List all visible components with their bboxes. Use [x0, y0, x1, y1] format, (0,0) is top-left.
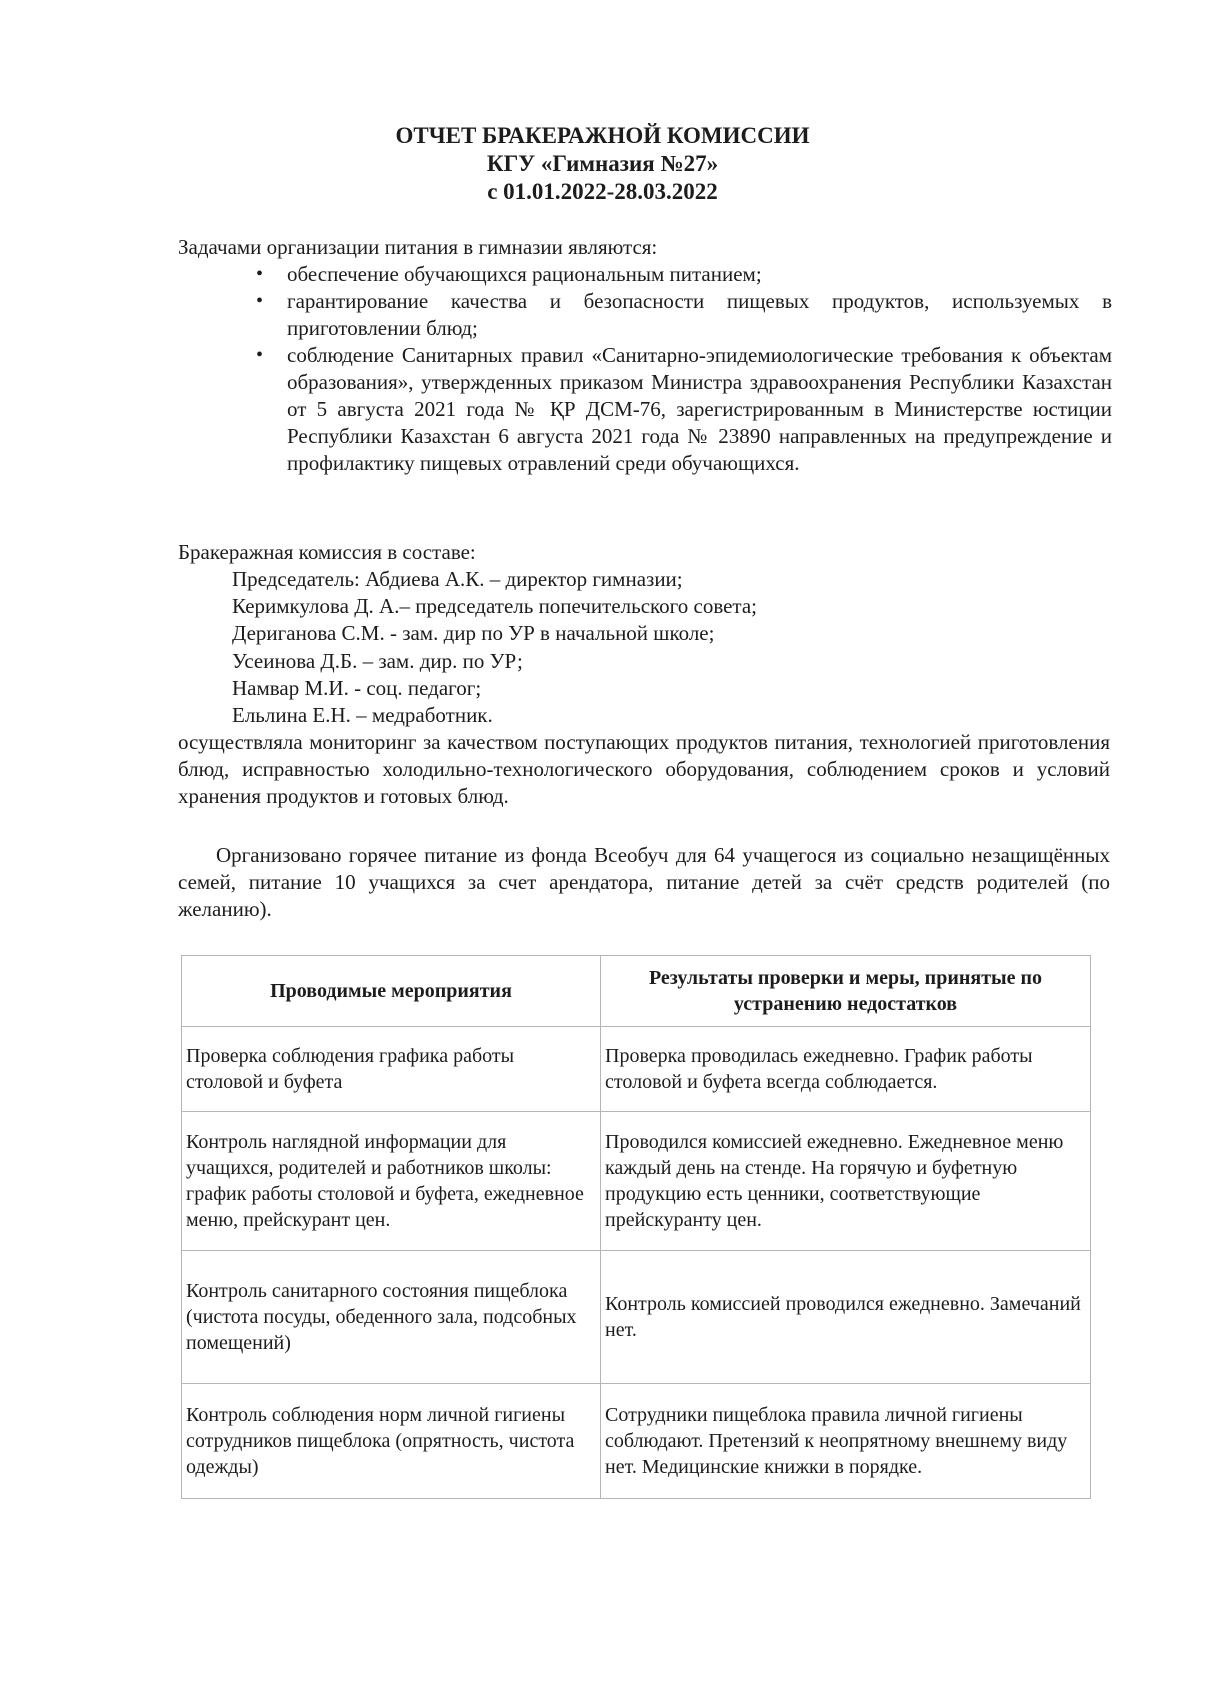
task-item: • обеспечение обучающихся рациональным питанием;: [246, 261, 1112, 288]
member-item: Дериганова С.М. - зам. дир по УР в начальной школе;: [232, 621, 715, 646]
member-item: Ельлина Е.Н. – медработник.: [232, 703, 493, 728]
table-row: [182, 1251, 1091, 1384]
table-row: [182, 1384, 1091, 1499]
table-row: [182, 1027, 1091, 1112]
commission-activity: осуществляла мониторинг за качеством поступающих продуктов питания, технологией приготовления блюд, исправностью холодильно-технологического оборудования, соблюдением сроков и условий хранения продуктов и готовых блюд.: [178, 730, 1110, 808]
result-cell: Проверка проводилась ежедневно. График работы столовой и буфета всегда соблюдается.: [601, 1027, 1091, 1112]
commission-intro: Бракеражная комиссия в составе:: [178, 540, 476, 564]
tasks-list: [246, 261, 1112, 477]
results-table: [181, 955, 1091, 1499]
result-cell: Сотрудники пищеблока правила личной гигиены соблюдают. Претензий к неопрятному внешнему виду нет. Медицинские книжки в порядке.: [601, 1384, 1091, 1499]
table-header-row: [182, 956, 1091, 1027]
tasks-intro: Задачами организации питания в гимназии являются:: [178, 235, 658, 259]
member-item: Керимкулова Д. А.– председатель попечительского совета;: [232, 594, 758, 619]
report-title: ОТЧЕТ БРАКЕРАЖНОЙ КОМИССИИ: [395, 123, 810, 148]
activity-cell: Контроль санитарного состояния пищеблока (чистота посуды, обеденного зала, подсобных помещений): [182, 1251, 601, 1384]
result-cell: Проводился комиссией ежедневно. Ежедневное меню каждый день на стенде. На горячую и буфетную продукцию есть ценники, соответствующие прейскуранту цен.: [601, 1112, 1091, 1251]
organization-name: КГУ «Гимназия №27»: [486, 151, 719, 176]
activity-cell: Контроль наглядной информации для учащихся, родителей и работников школы: график работы столовой и буфета, ежедневное меню, прейскурант цен.: [182, 1112, 601, 1251]
member-item: Председатель: Абдиева А.К. – директор гимназии;: [232, 567, 683, 591]
task-item: • соблюдение Санитарных правил «Санитарно-эпидемиологические требования к объектам образования», утвержденных приказом Министра здравоохранения Республики Казахстан от 5 августа 2021 года № ҚР ДСМ-76, зарегистрированным в Министерстве юстиции Республики Казахстан 6 августа 2021 года № 23890 направленных на предупреждение и профилактику пищевых отравлений среди обучающихся.: [246, 342, 1112, 477]
member-item: Усеинова Д.Б. – зам. дир. по УР;: [232, 648, 523, 673]
column-header-results: Результаты проверки и меры, принятые по устранению недостатков: [601, 956, 1091, 1027]
table-row: [182, 1112, 1091, 1251]
report-header: [0, 122, 1205, 206]
member-item: Намвар М.И. - соц. педагог;: [232, 675, 482, 700]
report-period: с 01.01.2022-28.03.2022: [487, 179, 718, 204]
task-item: • гарантирование качества и безопасности пищевых продуктов, используемых в приготовлении блюд;: [246, 288, 1112, 342]
column-header-activities: Проводимые мероприятия: [182, 956, 601, 1027]
commission-members: [232, 566, 757, 729]
activity-cell: Контроль соблюдения норм личной гигиены сотрудников пищеблока (опрятность, чистота одежды): [182, 1384, 601, 1499]
activity-cell: Проверка соблюдения графика работы столовой и буфета: [182, 1027, 601, 1112]
nutrition-paragraph: Организовано горячее питание из фонда Всеобуч для 64 учащегося из социально незащищённых семей, питание 10 учащихся за счет арендатора, питание детей за счёт средств родителей (по желанию).: [178, 843, 1110, 921]
result-cell: Контроль комиссией проводился ежедневно. Замечаний нет.: [601, 1251, 1091, 1384]
